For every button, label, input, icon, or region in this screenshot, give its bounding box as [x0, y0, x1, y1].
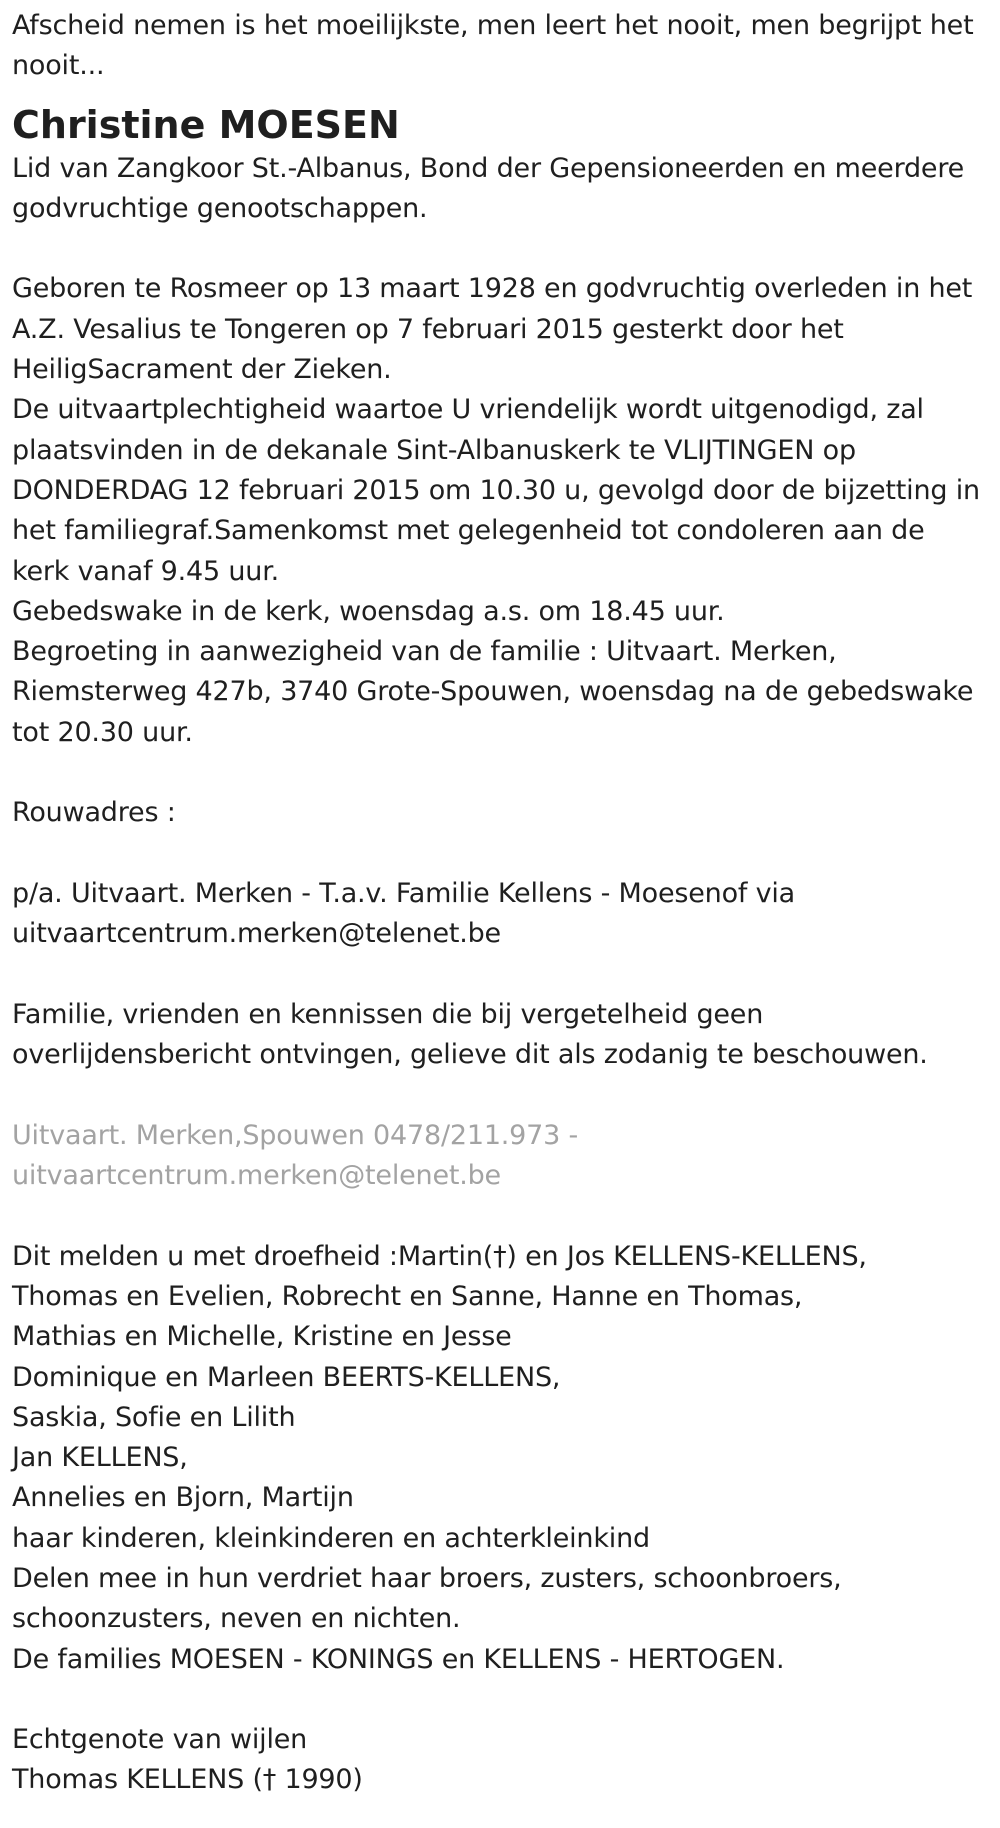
- deceased-name: Christine MOESEN: [12, 102, 400, 147]
- details-line: kerk vanaf 9.45 uur.: [12, 555, 280, 587]
- spacer: [12, 229, 988, 269]
- funeral-details: [12, 269, 988, 753]
- details-line: Gebedswake in de kerk, woensdag a.s. om 18.45 uur.: [12, 595, 725, 627]
- family-line: schoonzusters, neven en nichten.: [12, 1603, 461, 1635]
- notice-line: overlijdensbericht ontvingen, gelieve dit als zodanig te beschouwen.: [12, 1039, 928, 1071]
- spouse-line: Thomas KELLENS († 1990): [12, 1764, 363, 1796]
- family-line: Jan KELLENS,: [12, 1442, 188, 1474]
- address-label: Rouwadres :: [12, 797, 176, 829]
- spouse-mention: [12, 1720, 988, 1801]
- details-line: plaatsvinden in de dekanale Sint-Albanuskerk te VLIJTINGEN op: [12, 434, 856, 466]
- funeral-home-email: uitvaartcentrum.merken@telenet.be: [12, 1160, 501, 1192]
- details-line: De uitvaartplechtigheid waartoe U vriendelijk wordt uitgenodigd, zal: [12, 394, 924, 426]
- funeral-home-line: Uitvaart. Merken,Spouwen 0478/211.973 -: [12, 1119, 579, 1151]
- quote-line: nooit...: [12, 50, 105, 82]
- spacer: [12, 834, 988, 874]
- family-line: Saskia, Sofie en Lilith: [12, 1401, 296, 1433]
- family-line: De families MOESEN - KONINGS en KELLENS - HERTOGEN.: [12, 1643, 785, 1675]
- spouse-line: Echtgenote van wijlen: [12, 1724, 308, 1756]
- details-line: tot 20.30 uur.: [12, 716, 193, 748]
- details-line: Begroeting in aanwezigheid van de familie : Uitvaart. Merken,: [12, 636, 837, 668]
- family-line: Mathias en Michelle, Kristine en Jesse: [12, 1321, 512, 1353]
- mourning-address: [12, 874, 988, 955]
- address-line: p/a. Uitvaart. Merken - T.a.v. Familie Kellens - Moesenof via: [12, 877, 795, 909]
- details-line: Riemsterweg 427b, 3740 Grote-Spouwen, woensdag na de gebedswake: [12, 676, 974, 708]
- spacer: [12, 1075, 988, 1115]
- details-line: het familiegraf.Samenkomst met gelegenheid tot condoleren aan de: [12, 515, 925, 547]
- details-line: A.Z. Vesalius te Tongeren op 7 februari 2015 gesterkt door het: [12, 313, 844, 345]
- funeral-home-contact: [12, 1116, 988, 1197]
- family-line: Delen mee in hun verdriet haar broers, zusters, schoonbroers,: [12, 1562, 842, 1594]
- spacer: [12, 1680, 988, 1720]
- notice-line: Familie, vrienden en kennissen die bij vergetelheid geen: [12, 998, 764, 1030]
- family-line: Thomas en Evelien, Robrecht en Sanne, Hanne en Thomas,: [12, 1280, 803, 1312]
- family-line: Annelies en Bjorn, Martijn: [12, 1482, 354, 1514]
- membership-text: [12, 149, 988, 230]
- membership-line: godvruchtige genootschappen.: [12, 192, 428, 224]
- family-announcement: [12, 1237, 988, 1680]
- opening-quote: [12, 6, 988, 87]
- spacer: [12, 955, 988, 995]
- notification-notice: [12, 995, 988, 1076]
- quote-line: Afscheid nemen is het moeilijkste, men leert het nooit, men begrijpt het: [12, 10, 974, 41]
- details-line: DONDERDAG 12 februari 2015 om 10.30 u, gevolgd door de bijzetting in: [12, 474, 980, 506]
- address-email: uitvaartcentrum.merken@telenet.be: [12, 918, 501, 950]
- family-line: haar kinderen, kleinkinderen en achterkleinkind: [12, 1522, 650, 1554]
- details-line: HeiligSacrament der Zieken.: [12, 354, 392, 386]
- family-line: Dominique en Marleen BEERTS-KELLENS,: [12, 1361, 561, 1393]
- details-line: Geboren te Rosmeer op 13 maart 1928 en godvruchtig overleden in het: [12, 273, 973, 305]
- family-line: Dit melden u met droefheid :Martin(†) en Jos KELLENS-KELLENS,: [12, 1240, 867, 1272]
- spacer: [12, 1196, 988, 1236]
- membership-line: Lid van Zangkoor St.-Albanus, Bond der Gepensioneerden en meerdere: [12, 152, 965, 184]
- spacer: [12, 753, 988, 793]
